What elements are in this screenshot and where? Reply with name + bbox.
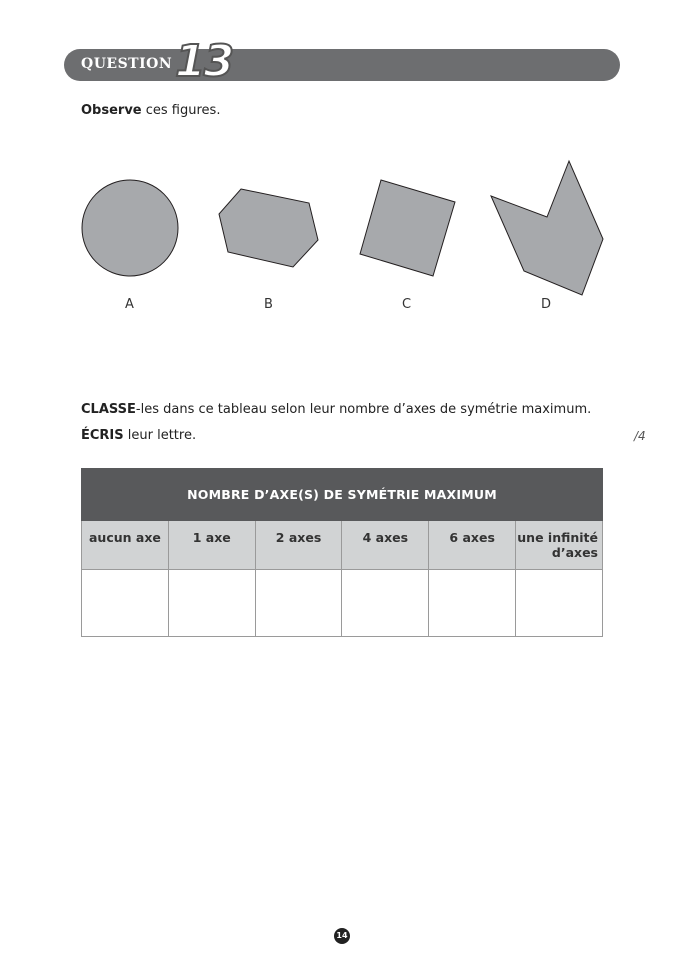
instruction-ecris-bold: ÉCRIS [81,428,124,443]
answer-cell-6-axes[interactable] [429,570,516,637]
table-column-row [82,521,603,570]
column-2-axes: 2 axes [255,521,342,570]
column-aucun-axe: aucun axe [82,521,169,570]
answer-cell-4-axes[interactable] [342,570,429,637]
figure-d-concave [491,161,603,295]
instruction-classe-bold: CLASSE [81,402,136,417]
page-number: 14 [334,928,350,944]
instruction-classe-rest: -les dans ce tableau selon leur nombre d’axes de symétrie maximum. [135,402,592,417]
column-infinite-axes: une infinité d’axes [516,521,603,570]
question-number: 13 [175,36,233,87]
column-1-axe: 1 axe [168,521,255,570]
instruction-observe-bold: Observe [81,103,142,118]
score-marker: /4 [634,429,646,443]
instruction-observe-rest: ces figures. [141,103,221,118]
figure-c-square [360,180,455,276]
instruction-observe [81,103,220,118]
figure-label-a: A [125,297,134,312]
figure-label-b: B [264,297,273,312]
symmetry-table [81,468,603,637]
column-4-axes: 4 axes [342,521,429,570]
question-label: QUESTION [81,56,173,72]
figure-label-d: D [541,297,552,312]
figures-group [0,150,685,300]
answer-cell-infinite-axes[interactable] [516,570,603,637]
figure-b-hexagon [219,189,318,267]
answer-cell-2-axes[interactable] [255,570,342,637]
table-answer-row [82,570,603,637]
table-header: NOMBRE D’AXE(S) DE SYMÉTRIE MAXIMUM [82,469,603,521]
instruction-classe [81,402,591,417]
instruction-ecris-rest: leur lettre. [123,428,197,443]
instruction-ecris [81,428,196,443]
answer-cell-aucun-axe[interactable] [82,570,169,637]
figure-a-circle [82,180,178,276]
figure-label-c: C [402,297,412,312]
answer-cell-1-axe[interactable] [168,570,255,637]
column-6-axes: 6 axes [429,521,516,570]
